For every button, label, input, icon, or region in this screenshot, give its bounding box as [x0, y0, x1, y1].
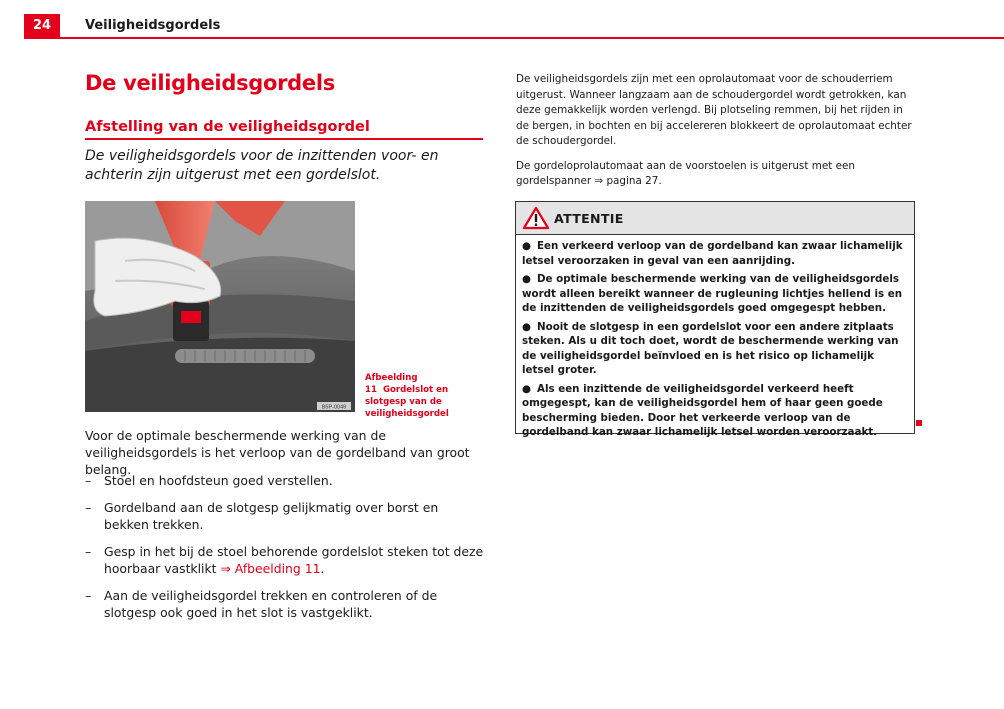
- list-item-text: Gordelband aan de slotgesp gelijkmatig over borst en bekken trekken.: [104, 500, 439, 532]
- right-column: [516, 72, 916, 199]
- intro-text: De veiligheidsgordels voor de inzittenden voor- en achterin zijn uitgerust met een gordelslot.: [85, 148, 439, 183]
- list-dash: –: [85, 473, 92, 488]
- figure-code: B5P-0049: [321, 404, 347, 411]
- warning-triangle-icon: [522, 206, 550, 234]
- figure-caption: [365, 372, 487, 420]
- page-number: 24: [24, 14, 60, 38]
- warning-box: [515, 201, 915, 438]
- warning-item-text: Een verkeerd verloop van de gordelband kan zwaar lichamelijk letsel veroorzaken in geval van een aanrijding.: [522, 240, 903, 267]
- warning-item: [522, 382, 908, 440]
- warning-item-text: Nooit de slotgesp in een gordelslot voor een andere zitplaats steken. Als u dit toch doet, wordt de beschermende werking van de veiligheidsgordel beïnvloed en is het risico op lichamelijk letsel groter.: [522, 320, 899, 376]
- warning-item-text: Als een inzittende de veiligheidsgordel verkeerd heeft omgegespt, kan de veiligheidsgordel hem of haar geen goede bescherming bieden. Door het verkeerde verloop van de gordelband kan zwaar lichamelijk letsel worden veroorzaakt.: [522, 382, 883, 438]
- right-paragraph: De veiligheidsgordels zijn met een oprolautomaat voor de schouderriem uitgerust. Wanneer langzaam aan de schoudergordel wordt getrokken, kan deze gemakkelijk worden verlengd. Bij plotseling remmen, bij het rijden in de bergen, in bochten en bij accelereren blokkeert de oprolautomaat echter de schoudergordel.: [516, 73, 912, 147]
- instruction-list: [85, 472, 485, 631]
- warning-item: [522, 239, 908, 268]
- main-heading: De veiligheidsgordels: [85, 71, 335, 95]
- bullet: ●: [522, 320, 531, 333]
- list-item-text: Aan de veiligheidsgordel trekken en controleren of de slotgesp ook goed in het slot is vastgeklikt.: [104, 588, 438, 620]
- warning-body: [516, 235, 914, 440]
- list-item: [85, 499, 485, 533]
- right-paragraph: De gordeloprolautomaat aan de voorstoelen is uitgerust met een gordelspanner ⇒ pagina 27.: [516, 159, 855, 187]
- warning-title: ATTENTIE: [554, 211, 624, 226]
- list-item-suffix: .: [320, 561, 325, 576]
- list-item-text: Stoel en hoofdsteun goed verstellen.: [104, 473, 333, 488]
- warning-item: [522, 320, 908, 378]
- list-item: [85, 543, 485, 577]
- figure-caption-text: Gordelslot en slotgesp van de veiligheidsgordel: [365, 385, 449, 419]
- running-header: Veiligheidsgordels: [85, 18, 221, 33]
- seatbelt-photo: [85, 201, 355, 412]
- warning-item: [522, 272, 908, 316]
- bullet: ●: [522, 240, 531, 252]
- sub-heading: Afstelling van de veiligheidsgordel: [85, 119, 370, 135]
- list-dash: –: [85, 588, 92, 603]
- bullet: ●: [522, 382, 531, 395]
- figure-reference-link[interactable]: ⇒ Afbeelding 11: [220, 561, 321, 576]
- list-item: [85, 472, 485, 489]
- header-rule: [24, 37, 1004, 39]
- list-dash: –: [85, 544, 92, 559]
- figure-caption-label: Afbeelding 11: [365, 373, 418, 395]
- body-paragraph: Voor de optimale beschermende werking van de veiligheidsgordels is het verloop van de gordelband van groot belang.: [85, 428, 470, 477]
- list-dash: –: [85, 500, 92, 515]
- sub-heading-rule: [85, 138, 483, 140]
- list-item: [85, 587, 485, 621]
- warning-item-text: De optimale beschermende werking van de veiligheidsgordels wordt alleen bereikt wanneer de rugleuning lichtjes hellend is en de inzittenden de veiligheidsgordels goed omgegespt hebben.: [522, 273, 903, 314]
- list-item-text: Gesp in het bij de stoel behorende gordelslot steken tot deze hoorbaar vastklikt: [104, 544, 484, 576]
- section-end-marker: [916, 420, 922, 426]
- bullet: ●: [522, 273, 531, 285]
- warning-header: [516, 202, 914, 235]
